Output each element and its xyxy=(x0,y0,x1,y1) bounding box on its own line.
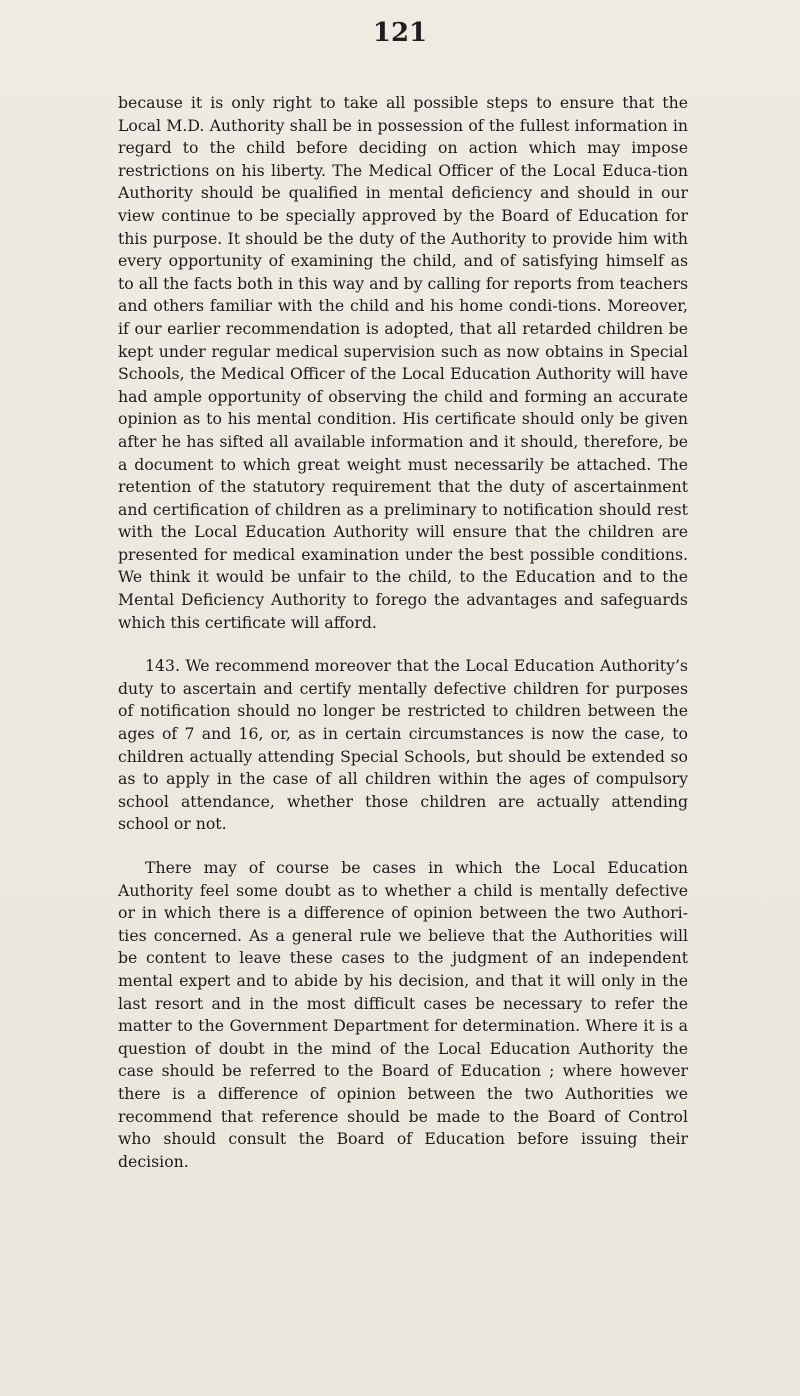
page-number: 121 xyxy=(372,18,428,48)
paragraph-continuation: because it is only right to take all possible steps to ensure that the Local M.D. Authority shall be in possession of the fullest information in regard to the child before deciding on action which may impose restrictions on his liberty. The Medical Officer of the Local Educa-tion Authority should be qualified in mental deficiency and should in our view continue to be specially approved by the Board of Education for this purpose. It should be the duty of the Authority to provide him with every opportunity of examining the child, and of satisfying himself as to all the facts both in this way and by calling for reports from teachers and others familiar with the child and his home condi-tions. Moreover, if our earlier recommendation is adopted, that all retarded children be kept under regular medical supervision such as now obtains in Special Schools, the Medical Officer of the Local Education Authority will have had ample opportunity of observing the child and forming an accurate opinion as to his mental condition. His certificate should only be given after he has sifted all available information and it should, therefore, be a document to which great weight must necessarily be attached. The retention of the statutory requirement that the duty of ascertainment and certification of children as a preliminary to notification should rest with the Local Education Authority will ensure that the children are presented for medical examination under the best possible conditions. We think it would be unfair to the child, to the Education and to the Mental Deficiency Authority to forego the advantages and safeguards which this certificate will afford. xyxy=(118,93,688,632)
body-text xyxy=(118,92,688,1173)
paragraph-143: 143. We recommend moreover that the Local Education Authority’s duty to ascertain and certify mentally defective children for purposes of notification should no longer be restricted to children between the ages of 7 and 16, or, as in certain circumstances is now the case, to children actually attending Special Schools, but should be extended so as to apply in the case of all children within the ages of compulsory school attendance, whether those children are actually attending school or not. xyxy=(118,656,688,834)
paragraph-doubtful-cases: There may of course be cases in which the Local Education Authority feel some doubt as to whether a child is mentally defective or in which there is a difference of opinion between the two Authori-ties concerned. As a general rule we believe that the Authorities will be content to leave these cases to the judgment of an independent mental expert and to abide by his decision, and that it will only in the last resort and in the most difficult cases be necessary to refer the matter to the Government Department for determination. Where it is a question of doubt in the mind of the Local Education Authority the case should be referred to the Board of Education ; where however there is a difference of opinion between the two Authorities we recommend that reference should be made to the Board of Control who should consult the Board of Education before issuing their decision. xyxy=(118,858,688,1171)
